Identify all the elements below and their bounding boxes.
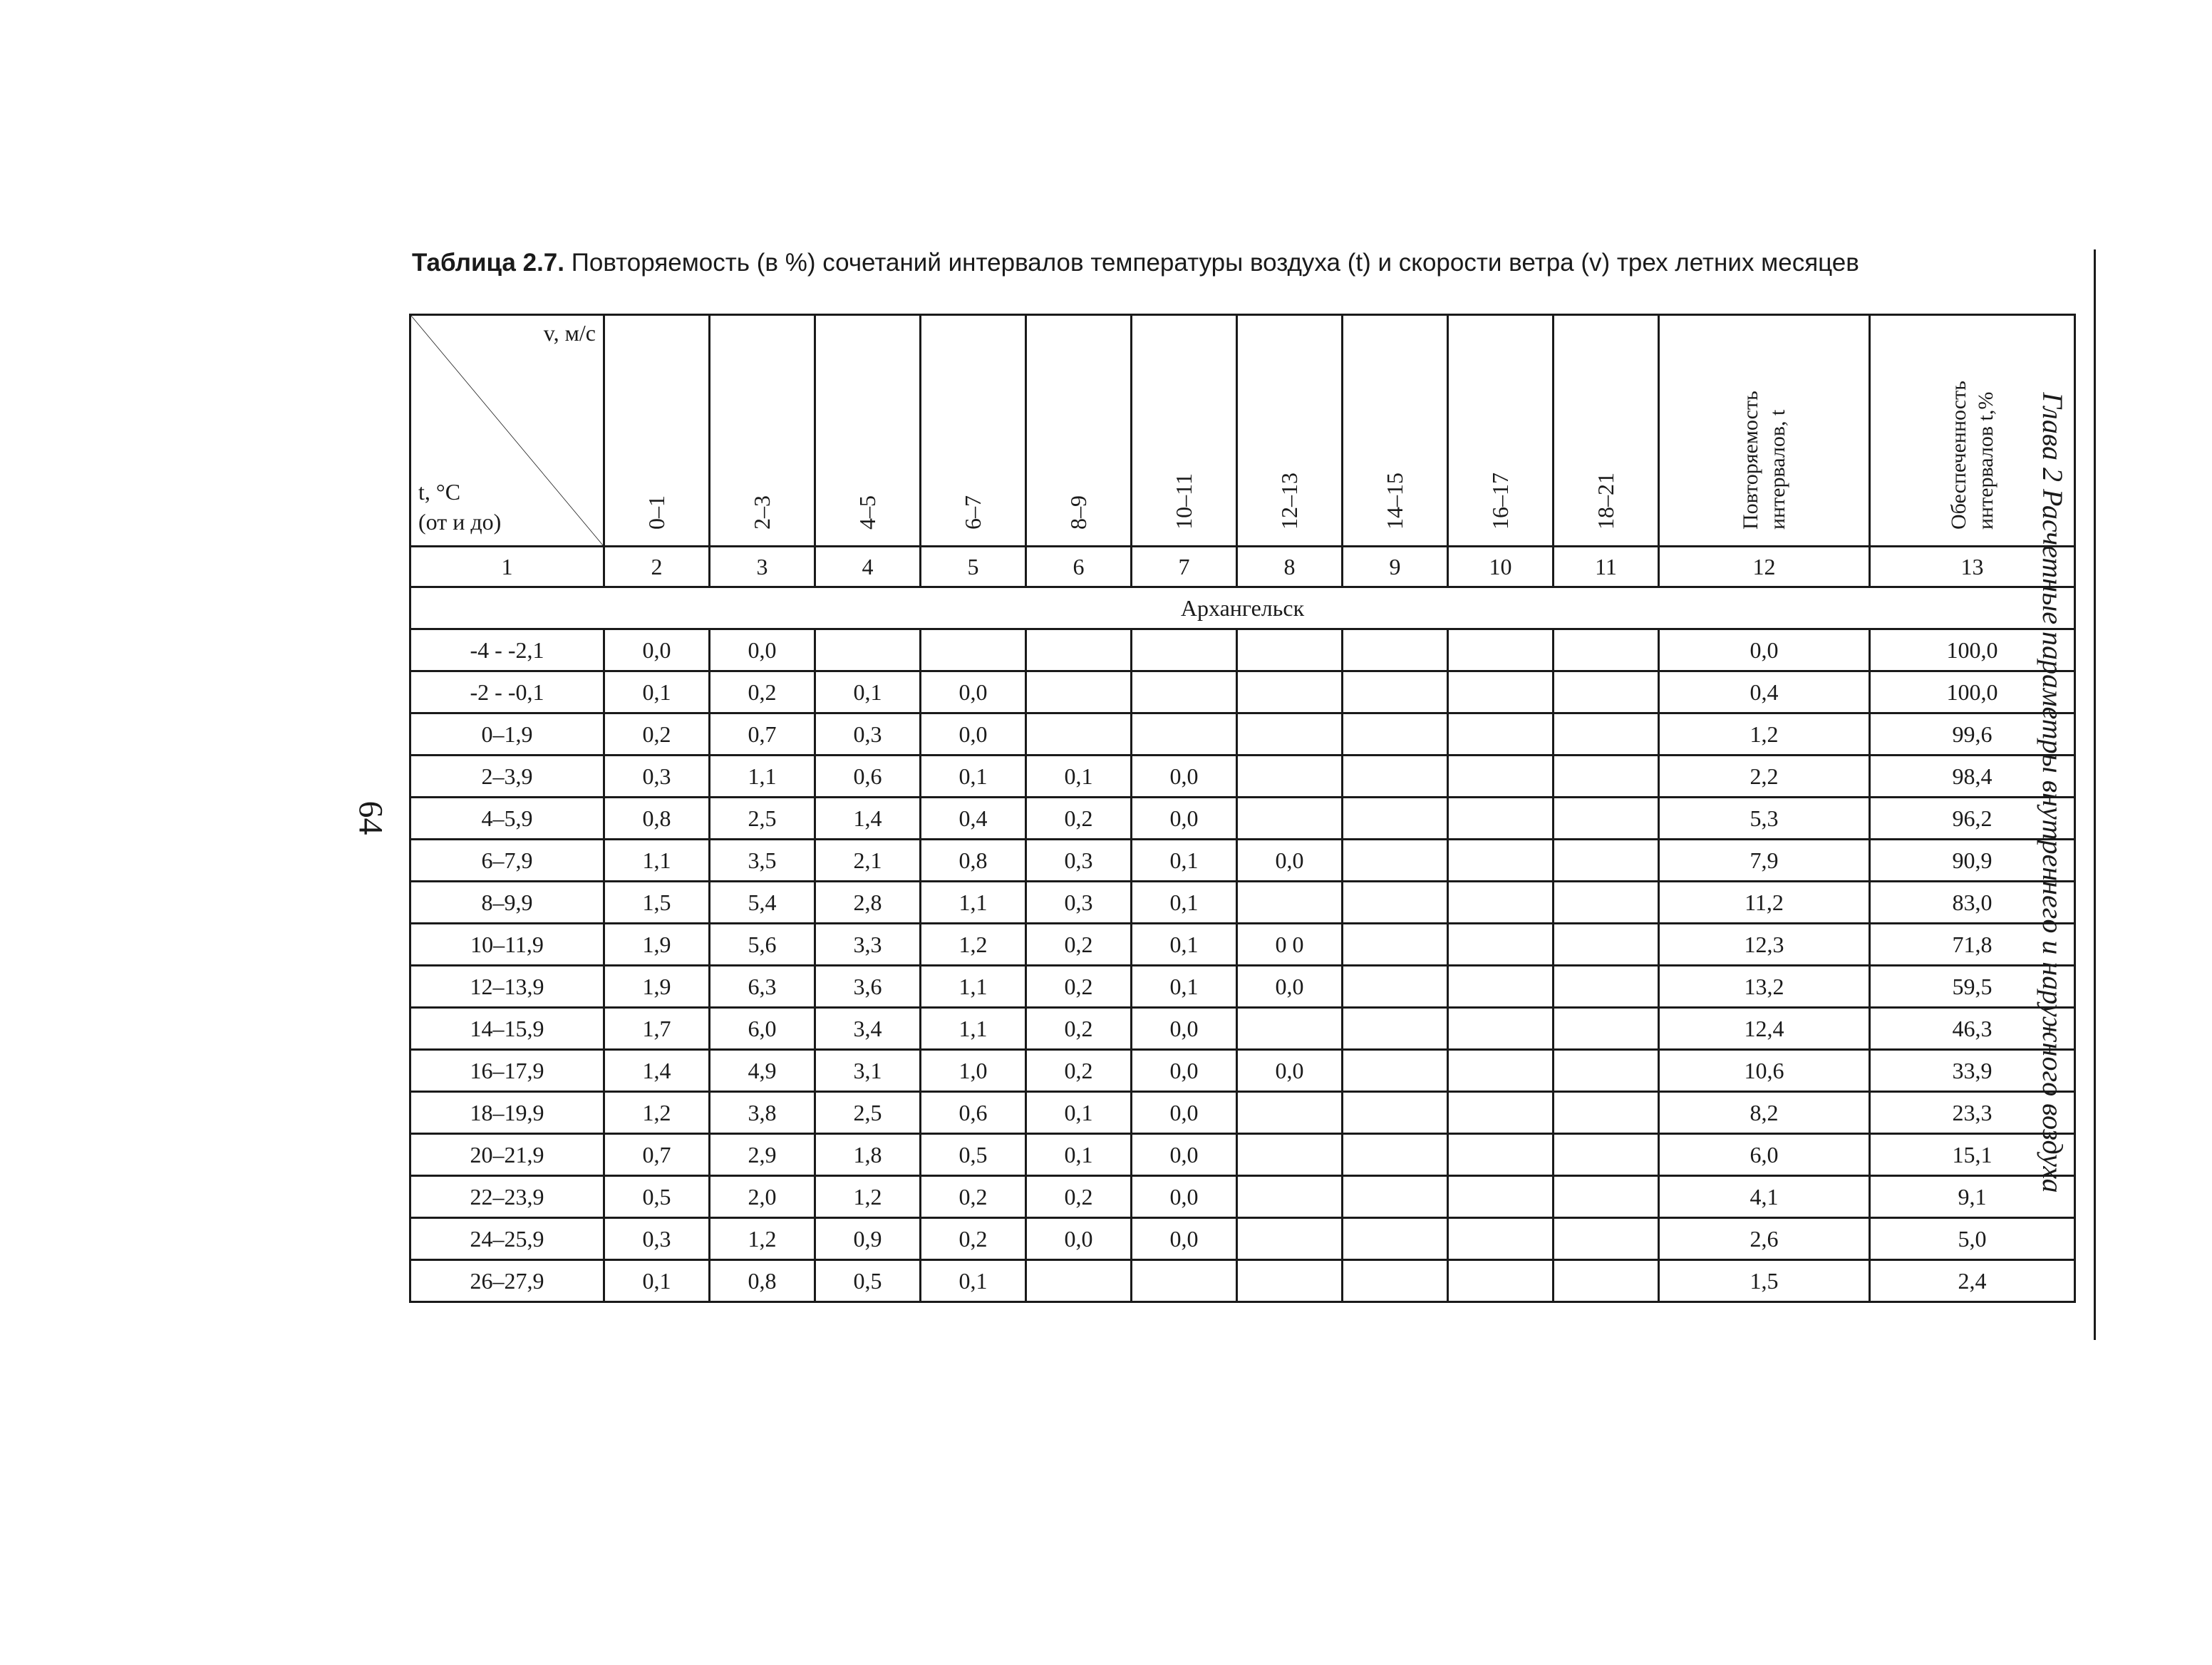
provision-cell: 46,3 [1870, 1008, 2075, 1050]
value-cell [1343, 882, 1448, 924]
table-row [410, 1008, 2075, 1050]
value-cell: 0,7 [710, 713, 815, 756]
frequency-cell: 8,2 [1659, 1092, 1870, 1134]
value-cell: 0,3 [604, 756, 710, 798]
table-row [410, 924, 2075, 966]
temperature-interval-cell: 2–3,9 [410, 756, 604, 798]
value-cell: 0,2 [921, 1176, 1026, 1218]
value-cell [1237, 1008, 1343, 1050]
value-cell [1448, 882, 1554, 924]
value-cell [1554, 1050, 1659, 1092]
value-cell [1343, 713, 1448, 756]
column-number: 9 [1343, 547, 1448, 587]
table-caption-label: Таблица 2.7. [412, 249, 564, 277]
provision-cell: 90,9 [1870, 840, 2075, 882]
frequency-cell: 0,4 [1659, 671, 1870, 713]
speed-header-12-13: 12–13 [1237, 315, 1343, 547]
frequency-cell: 2,2 [1659, 756, 1870, 798]
value-cell: 0,1 [1026, 756, 1132, 798]
value-cell [1343, 1092, 1448, 1134]
value-cell: 0,5 [604, 1176, 710, 1218]
value-cell [1237, 671, 1343, 713]
temperature-interval-cell: 24–25,9 [410, 1218, 604, 1260]
value-cell: 0,0 [1132, 1218, 1237, 1260]
value-cell [1448, 798, 1554, 840]
frequency-cell: 2,6 [1659, 1218, 1870, 1260]
value-cell [1237, 1218, 1343, 1260]
value-cell: 1,8 [815, 1134, 921, 1176]
value-cell [1448, 1050, 1554, 1092]
value-cell [1237, 1092, 1343, 1134]
speed-header-2-3: 2–3 [710, 315, 815, 547]
value-cell: 0,1 [604, 671, 710, 713]
provision-cell: 98,4 [1870, 756, 2075, 798]
table-row [410, 713, 2075, 756]
table-caption [412, 247, 2065, 279]
value-cell: 0,1 [921, 756, 1026, 798]
value-cell: 0,0 [1132, 756, 1237, 798]
frequency-cell: 11,2 [1659, 882, 1870, 924]
temperature-axis-label [418, 477, 501, 537]
speed-header-4-5: 4–5 [815, 315, 921, 547]
value-cell: 0,2 [1026, 966, 1132, 1008]
value-cell: 2,5 [710, 798, 815, 840]
table-row [410, 1050, 2075, 1092]
value-cell [1554, 882, 1659, 924]
provision-cell: 9,1 [1870, 1176, 2075, 1218]
temperature-interval-cell: -2 - -0,1 [410, 671, 604, 713]
value-cell: 4,9 [710, 1050, 815, 1092]
value-cell [1554, 1134, 1659, 1176]
provision-cell: 23,3 [1870, 1092, 2075, 1134]
data-table [409, 314, 2076, 1303]
temperature-interval-cell: 0–1,9 [410, 713, 604, 756]
value-cell [1448, 840, 1554, 882]
speed-header-14-15: 14–15 [1343, 315, 1448, 547]
value-cell [1554, 1260, 1659, 1302]
value-cell: 0,1 [1132, 882, 1237, 924]
provision-cell: 2,4 [1870, 1260, 2075, 1302]
value-cell: 6,0 [710, 1008, 815, 1050]
value-cell [1343, 1218, 1448, 1260]
value-cell [1554, 713, 1659, 756]
column-number: 2 [604, 547, 710, 587]
value-cell: 0,2 [921, 1218, 1026, 1260]
provision-cell: 83,0 [1870, 882, 2075, 924]
provision-cell: 96,2 [1870, 798, 2075, 840]
table-row [410, 1218, 2075, 1260]
column-number: 5 [921, 547, 1026, 587]
temperature-interval-cell: 16–17,9 [410, 1050, 604, 1092]
value-cell: 1,2 [921, 924, 1026, 966]
frequency-cell: 5,3 [1659, 798, 1870, 840]
table-row [410, 1260, 2075, 1302]
value-cell: 2,8 [815, 882, 921, 924]
value-cell: 0,1 [1026, 1092, 1132, 1134]
value-cell: 0,2 [1026, 1008, 1132, 1050]
value-cell: 5,4 [710, 882, 815, 924]
value-cell: 0,2 [710, 671, 815, 713]
value-cell [1554, 966, 1659, 1008]
value-cell: 1,1 [921, 882, 1026, 924]
speed-header-8-9: 8–9 [1026, 315, 1132, 547]
table-row [410, 1092, 2075, 1134]
value-cell [1448, 671, 1554, 713]
city-row [410, 587, 2075, 629]
value-cell [1132, 629, 1237, 671]
value-cell [1554, 924, 1659, 966]
value-cell [1343, 1134, 1448, 1176]
value-cell: 0,0 [1132, 1008, 1237, 1050]
column-number: 1 [410, 547, 604, 587]
value-cell [1343, 966, 1448, 1008]
value-cell [1343, 1176, 1448, 1218]
temperature-axis-label-line2: (от и до) [418, 509, 502, 535]
value-cell: 0,0 [1237, 840, 1343, 882]
value-cell: 5,6 [710, 924, 815, 966]
column-number: 7 [1132, 547, 1237, 587]
temperature-interval-cell: 10–11,9 [410, 924, 604, 966]
value-cell [1343, 924, 1448, 966]
value-cell: 0,3 [1026, 840, 1132, 882]
value-cell [1448, 629, 1554, 671]
value-cell: 0,0 [604, 629, 710, 671]
frequency-cell: 12,4 [1659, 1008, 1870, 1050]
value-cell: 0,1 [1132, 840, 1237, 882]
value-cell: 3,6 [815, 966, 921, 1008]
value-cell: 0,4 [921, 798, 1026, 840]
value-cell: 2,0 [710, 1176, 815, 1218]
value-cell: 2,5 [815, 1092, 921, 1134]
value-cell [1554, 1008, 1659, 1050]
value-cell [1554, 1176, 1659, 1218]
corner-header-cell [410, 315, 604, 547]
provision-cell: 100,0 [1870, 671, 2075, 713]
value-cell: 3,4 [815, 1008, 921, 1050]
value-cell [1554, 1092, 1659, 1134]
value-cell: 1,1 [921, 966, 1026, 1008]
frequency-header: Повторяемость интервалов, t [1659, 315, 1870, 547]
value-cell: 0,0 [1132, 1134, 1237, 1176]
frequency-cell: 1,2 [1659, 713, 1870, 756]
value-cell: 0,0 [1132, 1176, 1237, 1218]
value-cell: 0,0 [1237, 1050, 1343, 1092]
value-cell [1343, 756, 1448, 798]
value-cell [1448, 1260, 1554, 1302]
speed-header-18-21: 18–21 [1554, 315, 1659, 547]
speed-axis-label: v, м/с [543, 320, 596, 346]
temperature-interval-cell: 26–27,9 [410, 1260, 604, 1302]
temperature-interval-cell: 20–21,9 [410, 1134, 604, 1176]
value-cell: 3,3 [815, 924, 921, 966]
value-cell [1554, 671, 1659, 713]
value-cell: 0,1 [1132, 924, 1237, 966]
column-number: 12 [1659, 547, 1870, 587]
value-cell: 0,1 [1026, 1134, 1132, 1176]
table-row [410, 798, 2075, 840]
value-cell: 1,1 [604, 840, 710, 882]
value-cell [1132, 1260, 1237, 1302]
side-rule [2094, 249, 2096, 1340]
frequency-cell: 4,1 [1659, 1176, 1870, 1218]
speed-header-0-1: 0–1 [604, 315, 710, 547]
value-cell [1237, 629, 1343, 671]
provision-cell: 100,0 [1870, 629, 2075, 671]
value-cell [1343, 1260, 1448, 1302]
value-cell [1237, 713, 1343, 756]
value-cell: 1,5 [604, 882, 710, 924]
table-row [410, 882, 2075, 924]
value-cell [1554, 1218, 1659, 1260]
value-cell [1237, 756, 1343, 798]
value-cell [1026, 671, 1132, 713]
value-cell [1448, 966, 1554, 1008]
value-cell [921, 629, 1026, 671]
value-cell: 1,9 [604, 966, 710, 1008]
value-cell: 0,0 [1132, 1092, 1237, 1134]
value-cell [1554, 798, 1659, 840]
column-number: 13 [1870, 547, 2075, 587]
speed-header-16-17: 16–17 [1448, 315, 1554, 547]
frequency-cell: 0,0 [1659, 629, 1870, 671]
value-cell: 1,1 [921, 1008, 1026, 1050]
value-cell [1554, 840, 1659, 882]
value-cell: 0,3 [815, 713, 921, 756]
temperature-interval-cell: 22–23,9 [410, 1176, 604, 1218]
value-cell: 0,2 [1026, 1176, 1132, 1218]
value-cell: 0,0 [1026, 1218, 1132, 1260]
value-cell: 1,9 [604, 924, 710, 966]
value-cell: 0,0 [921, 713, 1026, 756]
value-cell [1237, 1176, 1343, 1218]
value-cell [1448, 1008, 1554, 1050]
provision-cell: 71,8 [1870, 924, 2075, 966]
value-cell: 0,2 [1026, 798, 1132, 840]
value-cell: 0 0 [1237, 924, 1343, 966]
value-cell: 0,5 [815, 1260, 921, 1302]
value-cell: 0,2 [1026, 924, 1132, 966]
frequency-cell: 10,6 [1659, 1050, 1870, 1092]
column-number: 6 [1026, 547, 1132, 587]
value-cell: 0,8 [921, 840, 1026, 882]
provision-cell: 5,0 [1870, 1218, 2075, 1260]
frequency-cell: 13,2 [1659, 966, 1870, 1008]
temperature-interval-cell: 8–9,9 [410, 882, 604, 924]
value-cell [1448, 756, 1554, 798]
value-cell [1237, 1260, 1343, 1302]
speed-header-6-7: 6–7 [921, 315, 1026, 547]
table-row [410, 756, 2075, 798]
city-name: Архангельск [410, 587, 2075, 629]
value-cell: 0,1 [921, 1260, 1026, 1302]
temperature-interval-cell: 18–19,9 [410, 1092, 604, 1134]
value-cell: 0,5 [921, 1134, 1026, 1176]
column-number: 4 [815, 547, 921, 587]
value-cell: 0,8 [710, 1260, 815, 1302]
provision-cell: 99,6 [1870, 713, 2075, 756]
value-cell: 0,1 [815, 671, 921, 713]
value-cell: 0,3 [1026, 882, 1132, 924]
value-cell [1343, 798, 1448, 840]
provision-cell: 33,9 [1870, 1050, 2075, 1092]
value-cell [1132, 671, 1237, 713]
table-row [410, 1134, 2075, 1176]
value-cell: 1,4 [604, 1050, 710, 1092]
table-row [410, 840, 2075, 882]
value-cell: 0,0 [1132, 798, 1237, 840]
value-cell [1554, 629, 1659, 671]
value-cell: 0,1 [604, 1260, 710, 1302]
value-cell [1026, 1260, 1132, 1302]
value-cell: 3,5 [710, 840, 815, 882]
table-row [410, 966, 2075, 1008]
column-number: 10 [1448, 547, 1554, 587]
value-cell [1237, 1134, 1343, 1176]
value-cell: 1,0 [921, 1050, 1026, 1092]
value-cell: 0,0 [1132, 1050, 1237, 1092]
provision-cell: 15,1 [1870, 1134, 2075, 1176]
value-cell: 0,6 [815, 756, 921, 798]
value-cell: 3,1 [815, 1050, 921, 1092]
table-row [410, 1176, 2075, 1218]
value-cell [1343, 840, 1448, 882]
column-number-row [410, 547, 2075, 587]
value-cell: 0,1 [1132, 966, 1237, 1008]
provision-header: Обеспеченность интервалов t,% [1870, 315, 2075, 547]
value-cell [1237, 798, 1343, 840]
value-cell [815, 629, 921, 671]
temperature-interval-cell: 12–13,9 [410, 966, 604, 1008]
value-cell: 0,0 [1237, 966, 1343, 1008]
temperature-interval-cell: 6–7,9 [410, 840, 604, 882]
value-cell: 0,8 [604, 798, 710, 840]
page-number: 64 [351, 800, 390, 835]
value-cell [1448, 1092, 1554, 1134]
frequency-cell: 1,5 [1659, 1260, 1870, 1302]
frequency-cell: 6,0 [1659, 1134, 1870, 1176]
value-cell: 0,6 [921, 1092, 1026, 1134]
value-cell [1026, 629, 1132, 671]
value-cell: 1,2 [815, 1176, 921, 1218]
column-number: 3 [710, 547, 815, 587]
value-cell [1343, 1008, 1448, 1050]
value-cell [1448, 1218, 1554, 1260]
value-cell [1237, 882, 1343, 924]
temperature-axis-label-line1: t, °C [418, 479, 461, 505]
value-cell: 0,0 [921, 671, 1026, 713]
value-cell: 0,2 [604, 713, 710, 756]
value-cell [1132, 713, 1237, 756]
column-number: 11 [1554, 547, 1659, 587]
temperature-interval-cell: 14–15,9 [410, 1008, 604, 1050]
value-cell: 0,3 [604, 1218, 710, 1260]
provision-cell: 59,5 [1870, 966, 2075, 1008]
value-cell [1448, 1176, 1554, 1218]
temperature-interval-cell: 4–5,9 [410, 798, 604, 840]
temperature-interval-cell: -4 - -2,1 [410, 629, 604, 671]
table-caption-text: Повторяемость (в %) сочетаний интервалов температуры воздуха (t) и скорости ветра (v) трех летних месяцев [564, 249, 1859, 277]
value-cell: 1,2 [710, 1218, 815, 1260]
value-cell: 1,7 [604, 1008, 710, 1050]
value-cell [1448, 713, 1554, 756]
value-cell: 1,1 [710, 756, 815, 798]
header-row [410, 315, 2075, 547]
value-cell [1026, 713, 1132, 756]
value-cell [1554, 756, 1659, 798]
value-cell: 1,2 [604, 1092, 710, 1134]
value-cell [1343, 671, 1448, 713]
value-cell: 2,1 [815, 840, 921, 882]
value-cell: 0,2 [1026, 1050, 1132, 1092]
value-cell: 0,7 [604, 1134, 710, 1176]
value-cell: 0,0 [710, 629, 815, 671]
table-row [410, 629, 2075, 671]
value-cell [1448, 924, 1554, 966]
value-cell: 2,9 [710, 1134, 815, 1176]
value-cell: 3,8 [710, 1092, 815, 1134]
value-cell [1448, 1134, 1554, 1176]
speed-header-10-11: 10–11 [1132, 315, 1237, 547]
chapter-title: Глава 2 Расчетные параметры внутреннего и наружного воздуха [2037, 392, 2069, 1193]
table-row [410, 671, 2075, 713]
frequency-cell: 12,3 [1659, 924, 1870, 966]
value-cell: 1,4 [815, 798, 921, 840]
frequency-cell: 7,9 [1659, 840, 1870, 882]
value-cell: 0,9 [815, 1218, 921, 1260]
value-cell [1343, 1050, 1448, 1092]
value-cell [1343, 629, 1448, 671]
value-cell: 6,3 [710, 966, 815, 1008]
column-number: 8 [1237, 547, 1343, 587]
